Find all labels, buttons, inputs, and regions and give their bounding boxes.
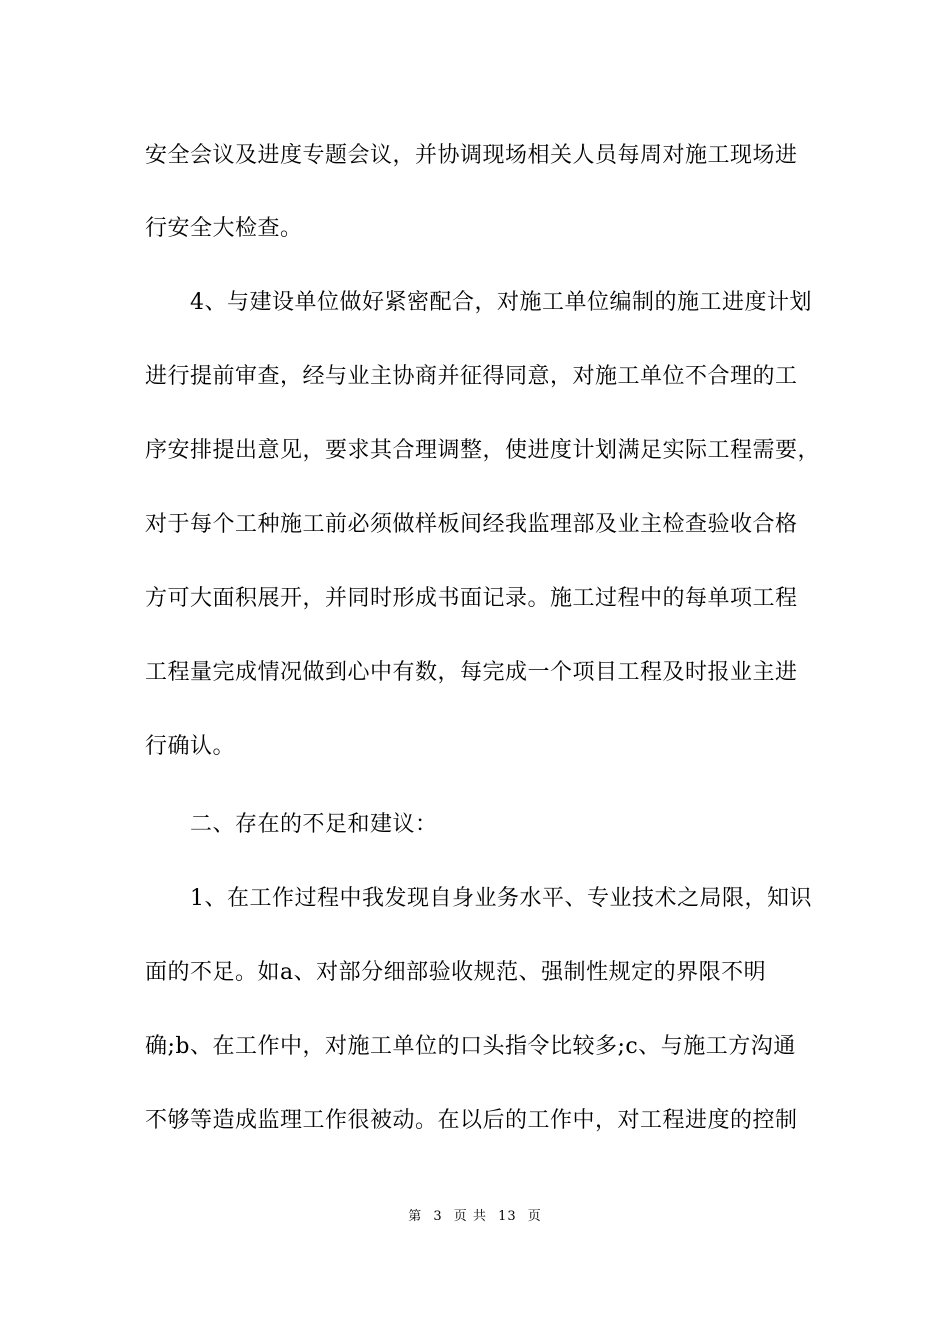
paragraph-line: 1、在工作过程中我发现自身业务水平、专业技术之局限，知识 <box>190 886 812 911</box>
paragraph-line: 行安全大检查。 <box>145 216 303 241</box>
footer-suffix: 页 <box>527 1209 542 1224</box>
total-page-count: 13 <box>498 1209 517 1224</box>
footer-middle: 页 共 <box>453 1209 487 1224</box>
paragraph-line: 面的不足。如a、对部分细部验收规范、强制性规定的界限不明 <box>145 960 767 985</box>
paragraph-line: 序安排提出意见，要求其合理调整，使进度计划满足实际工程需要， <box>145 438 821 463</box>
paragraph-line: 不够等造成监理工作很被动。在以后的工作中，对工程进度的控制 <box>145 1108 798 1133</box>
paragraph-line: 行确认。 <box>145 734 236 759</box>
page-footer <box>0 1208 950 1226</box>
paragraph-line: 进行提前审查，经与业主协商并征得同意，对施工单位不合理的工 <box>145 364 798 389</box>
paragraph-line: 工程量完成情况做到心中有数，每完成一个项目工程及时报业主进 <box>145 660 798 685</box>
paragraph-line: 确;b、在工作中，对施工单位的口头指令比较多;c、与施工方沟通 <box>145 1034 796 1059</box>
footer-prefix: 第 <box>408 1209 423 1224</box>
paragraph-line: 方可大面积展开，并同时形成书面记录。施工过程中的每单项工程 <box>145 586 798 611</box>
paragraph-line: 4、与建设单位做好紧密配合，对施工单位编制的施工进度计划 <box>190 290 812 315</box>
paragraph-line: 安全会议及进度专题会议，并协调现场相关人员每周对施工现场进 <box>145 143 798 168</box>
current-page-number: 3 <box>433 1209 443 1224</box>
section-heading: 二、存在的不足和建议： <box>190 812 438 837</box>
paragraph-line: 对于每个工种施工前必须做样板间经我监理部及业主检查验收合格 <box>145 512 798 537</box>
